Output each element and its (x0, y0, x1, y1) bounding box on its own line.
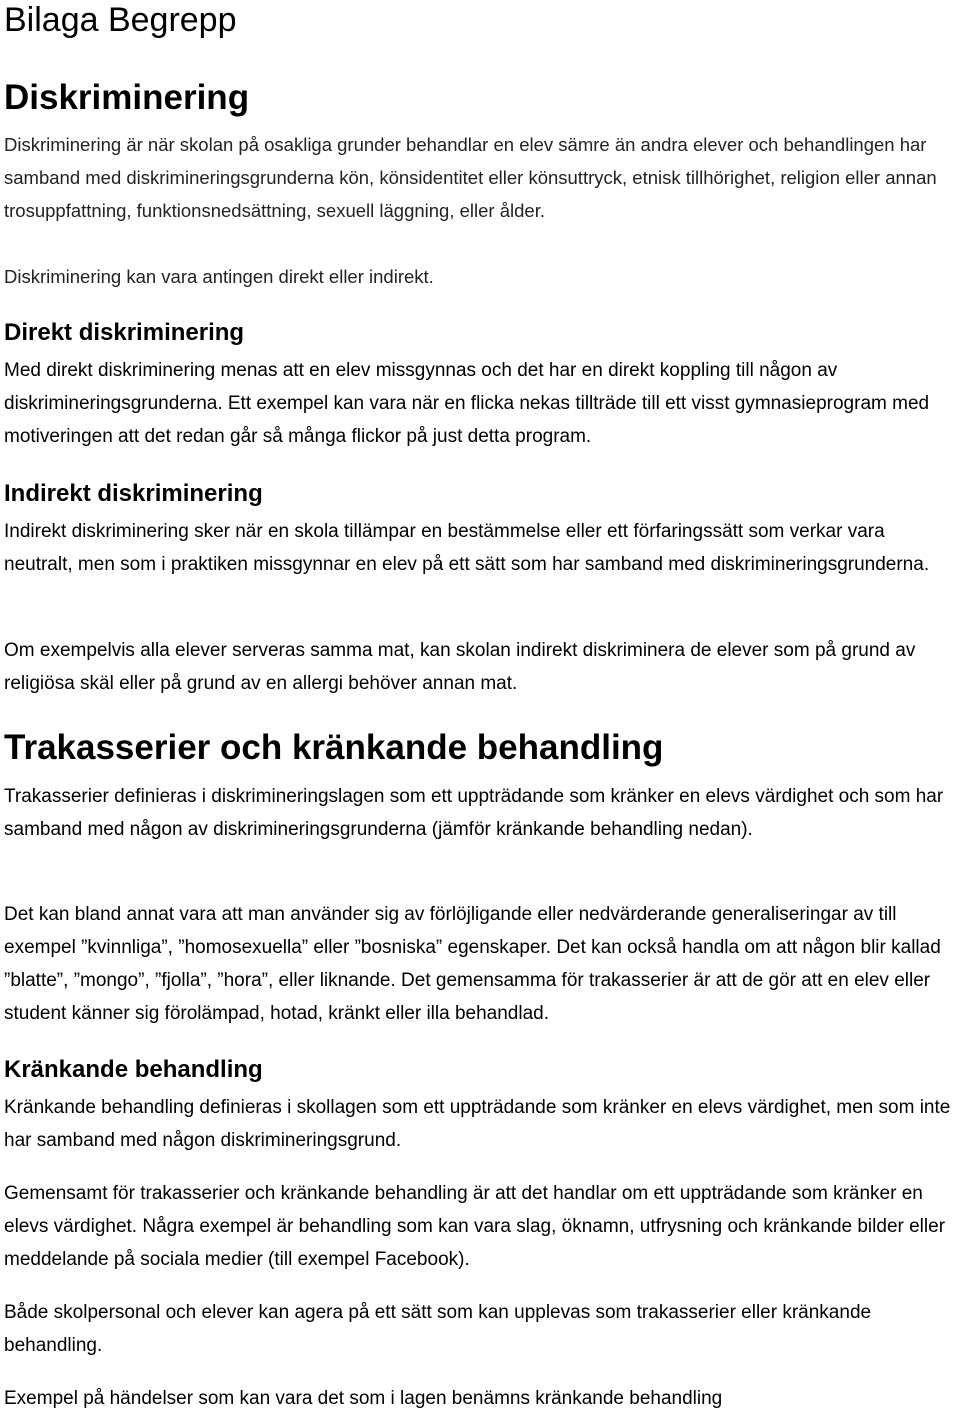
paragraph-diskriminering-1: Diskriminering är när skolan på osakliga grunder behandlar en elev sämre än andra elever och behandlingen har samband med diskrimineringsgrunderna kön, könsidentitet eller könsuttryck, etnisk tillhörighet, religion eller annan trosuppfattning, funktionsnedsättning, sexuell läggning, eller ålder. (4, 134, 937, 221)
heading-diskriminering: Diskriminering (4, 78, 250, 117)
paragraph-direkt-1: Med direkt diskriminering menas att en elev missgynnas och det har en direkt koppling till någon av diskrimineringsgrunderna. Ett exempel kan vara när en flicka nekas tillträde till ett visst gymnasieprogram med motiveringen att det redan går så många flickor på just detta program. (4, 360, 930, 447)
heading-direkt-diskriminering: Direkt diskriminering (4, 319, 245, 346)
paragraph-krankande-3: Både skolpersonal och elever kan agera på ett sätt som kan upplevas som trakasserier eller kränkande behandling. (4, 1302, 872, 1356)
heading-krankande-behandling: Kränkande behandling (4, 1056, 263, 1083)
document-title: Bilaga Begrepp (4, 1, 237, 39)
paragraph-indirekt-2: Om exempelvis alla elever serveras samma mat, kan skolan indirekt diskriminera de elever som på grund av religiösa skäl eller på grund av en allergi behöver annan mat. (4, 640, 916, 694)
paragraph-diskriminering-2: Diskriminering kan vara antingen direkt eller indirekt. (4, 266, 434, 287)
paragraph-trakasserier-2: Det kan bland annat vara att man använder sig av förlöjligande eller nedvärderande generaliseringar av till exempel ”kvinnliga”, ”homosexuella” eller ”bosniska” egenskaper. Det kan också handla om att någon blir kallad ”blatte”, ”mongo”, ”fjolla”, ”hora”, eller liknande. Det gemensamma för trakasserier är att de gör att en elev eller student känner sig förolämpad, hotad, kränkt eller illa behandlad. (4, 904, 941, 1024)
paragraph-krankande-1: Kränkande behandling definieras i skollagen som ett uppträdande som kränker en elevs värdighet, men som inte har samband med någon diskrimineringsgrund. (4, 1097, 951, 1151)
heading-indirekt-diskriminering: Indirekt diskriminering (4, 480, 263, 507)
paragraph-krankande-4: Exempel på händelser som kan vara det som i lagen benämns kränkande behandling (4, 1388, 723, 1409)
paragraph-indirekt-1: Indirekt diskriminering sker när en skola tillämpar en bestämmelse eller ett förfaringssätt som verkar vara neutralt, men som i praktiken missgynnar en elev på ett sätt som har samband med diskrimineringsgrunderna. (4, 521, 930, 575)
paragraph-krankande-2: Gemensamt för trakasserier och kränkande behandling är att det handlar om ett uppträdande som kränker en elevs värdighet. Några exempel är behandling som kan vara slag, öknamn, utfrysning och kränkande bilder eller meddelande på sociala medier (till exempel Facebook). (4, 1183, 946, 1270)
paragraph-trakasserier-1: Trakasserier definieras i diskrimineringslagen som ett uppträdande som kränker en elevs värdighet och som har samband med någon av diskrimineringsgrunderna (jämför kränkande behandling nedan). (4, 786, 944, 840)
heading-trakasserier: Trakasserier och kränkande behandling (4, 728, 664, 767)
